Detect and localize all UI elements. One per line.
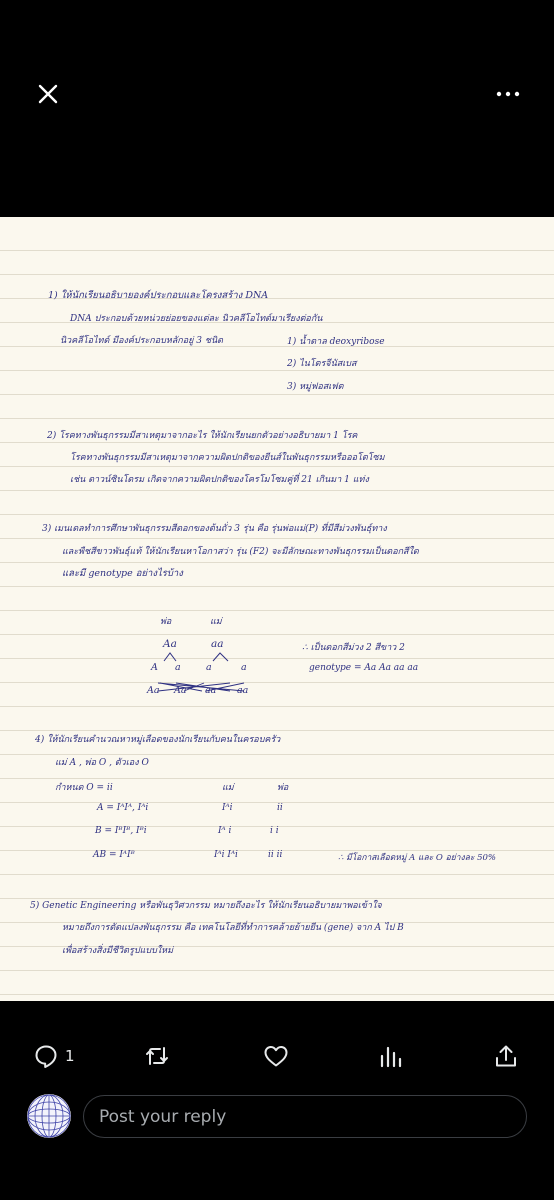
more-horizontal-icon <box>496 91 520 97</box>
views-icon <box>379 1043 403 1069</box>
reply-input[interactable] <box>83 1095 527 1138</box>
close-icon <box>37 83 59 105</box>
q3-line1: 3) เมนเดลทำการศึกษาพันธุกรรมสีดอกของต้นถั่ว 3 รุ่น คือ รุ่นพ่อแม่(P) ที่มีสีม่วงพันธุ์ทาง <box>42 524 387 534</box>
q4-r1-dad: ii <box>277 803 283 813</box>
q3-gamete-4: a <box>241 662 247 673</box>
q1-line2: นิวคลีโอไทด์ มีองค์ประกอบหลักอยู่ 3 ชนิด <box>60 336 223 346</box>
q4-ab-def: AB = IᴬIᴮ <box>93 850 135 860</box>
repost-button[interactable] <box>144 1041 170 1071</box>
post-actions-bar <box>0 1001 554 1200</box>
q4-dad-head: พ่อ <box>277 783 289 793</box>
q4-r3-mom: Iᴬi Iᴬi <box>214 850 238 860</box>
q3-line3: และมี genotype อย่างไรบ้าง <box>62 568 183 579</box>
handwritten-note-image <box>0 217 554 1001</box>
q1-item1: 1) น้ำตาล deoxyribose <box>287 337 385 347</box>
heart-icon <box>262 1043 290 1069</box>
close-button[interactable] <box>30 76 66 112</box>
q2-line2: เช่น ดาวน์ซินโดรม เกิดจากความผิดปกติของโครโมโซมคู่ที่ 21 เกินมา 1 แท่ง <box>70 475 369 485</box>
media-viewer-topbar <box>0 0 554 217</box>
q3-mother-label: แม่ <box>210 617 222 627</box>
q4-r2-mom: Iᴬ i <box>218 826 232 836</box>
q2-line1: โรคทางพันธุกรรมมีสาเหตุมาจากความผิดปกติของยีนส์ในพันธุกรรมหรือออโตโซม <box>70 453 385 463</box>
q1-item3: 3) หมู่ฟอสเฟต <box>287 382 344 392</box>
q4-given: กำหนด O = ii <box>55 783 113 793</box>
q3-father-label: พ่อ <box>160 617 172 627</box>
q3-offspring-4: aa <box>237 685 249 696</box>
q3-offspring-3: aa <box>205 685 217 696</box>
q4-a-def: A = IᴬIᴬ, Iᴬi <box>97 803 149 813</box>
q3-parent-mother: aa <box>211 638 224 650</box>
q2-title: 2) โรคทางพันธุกรรมมีสาเหตุมาจากอะไร ให้นักเรียนยกตัวอย่างอธิบายมา 1 โรค <box>47 431 358 441</box>
q4-line1: แม่ A , พ่อ O , ตัวเอง O <box>55 758 149 768</box>
q4-r3-dad: ii ii <box>268 850 283 860</box>
repost-icon <box>144 1043 170 1069</box>
q1-title: 1) ให้นักเรียนอธิบายองค์ประกอบและโครงสร้าง DNA <box>48 290 269 301</box>
q4-title: 4) ให้นักเรียนคำนวณหาหมู่เลือดของนักเรียนกับคนในครอบครัว <box>35 735 281 745</box>
q4-answer: ∴ มีโอกาสเลือดหมู่ A และ O อย่างละ 50% <box>338 853 496 863</box>
q4-r2-dad: i i <box>270 826 279 836</box>
reply-placeholder: Post your reply <box>99 1106 227 1127</box>
q3-parent-father: Aa <box>163 638 177 650</box>
like-button[interactable] <box>262 1041 290 1071</box>
share-button[interactable] <box>493 1041 519 1071</box>
q3-gamete-2: a <box>175 662 181 673</box>
q3-line2: และพืชสีขาวพันธุ์แท้ ให้นักเรียนหาโอกาสว่า รุ่น (F2) จะมีลักษณะทางพันธุกรรมเป็นดอกสีใด <box>62 547 419 557</box>
more-options-button[interactable] <box>490 80 526 108</box>
reply-count: 1 <box>65 1047 75 1065</box>
reply-icon <box>33 1043 59 1069</box>
q5-line1: 5) Genetic Engineering หรือพันธุวิศวกรรม หมายถึงอะไร ให้นักเรียนอธิบายมาพอเข้าใจ <box>30 901 382 911</box>
q3-gamete-3: a <box>206 662 212 673</box>
q4-r1-mom: Iᴬi <box>222 803 233 813</box>
q5-line3: เพื่อสร้างสิ่งมีชีวิตรูปแบบใหม่ <box>62 946 174 956</box>
q3-offspring-1: Aa <box>147 685 160 696</box>
q4-mom-head: แม่ <box>222 783 234 793</box>
q4-b-def: B = IᴮIᴮ, Iᴮi <box>95 826 147 836</box>
q1-line1: DNA ประกอบด้วยหน่วยย่อยของแต่ละ นิวคลีโอไทด์มาเรียงต่อกัน <box>70 314 323 324</box>
q3-answer-2: genotype = Aa Aa aa aa <box>309 663 419 673</box>
share-icon <box>493 1043 519 1069</box>
globe-avatar-image <box>27 1094 71 1138</box>
q3-answer-1: ∴ เป็นดอกสีม่วง 2 สีขาว 2 <box>302 643 405 653</box>
q3-gamete-1: A <box>151 662 158 673</box>
q3-offspring-2: Aa <box>174 685 187 696</box>
reply-button[interactable] <box>33 1041 75 1071</box>
views-button[interactable] <box>379 1041 403 1071</box>
q5-line2: หมายถึงการตัดแปลงพันธุกรรม คือ เทคโนโลยีที่ทำการคล้ายย้ายยีน (gene) จาก A ไป B <box>62 923 404 933</box>
q1-item2: 2) ไนโตรจีนัสเบส <box>287 359 357 369</box>
avatar[interactable] <box>27 1094 71 1138</box>
